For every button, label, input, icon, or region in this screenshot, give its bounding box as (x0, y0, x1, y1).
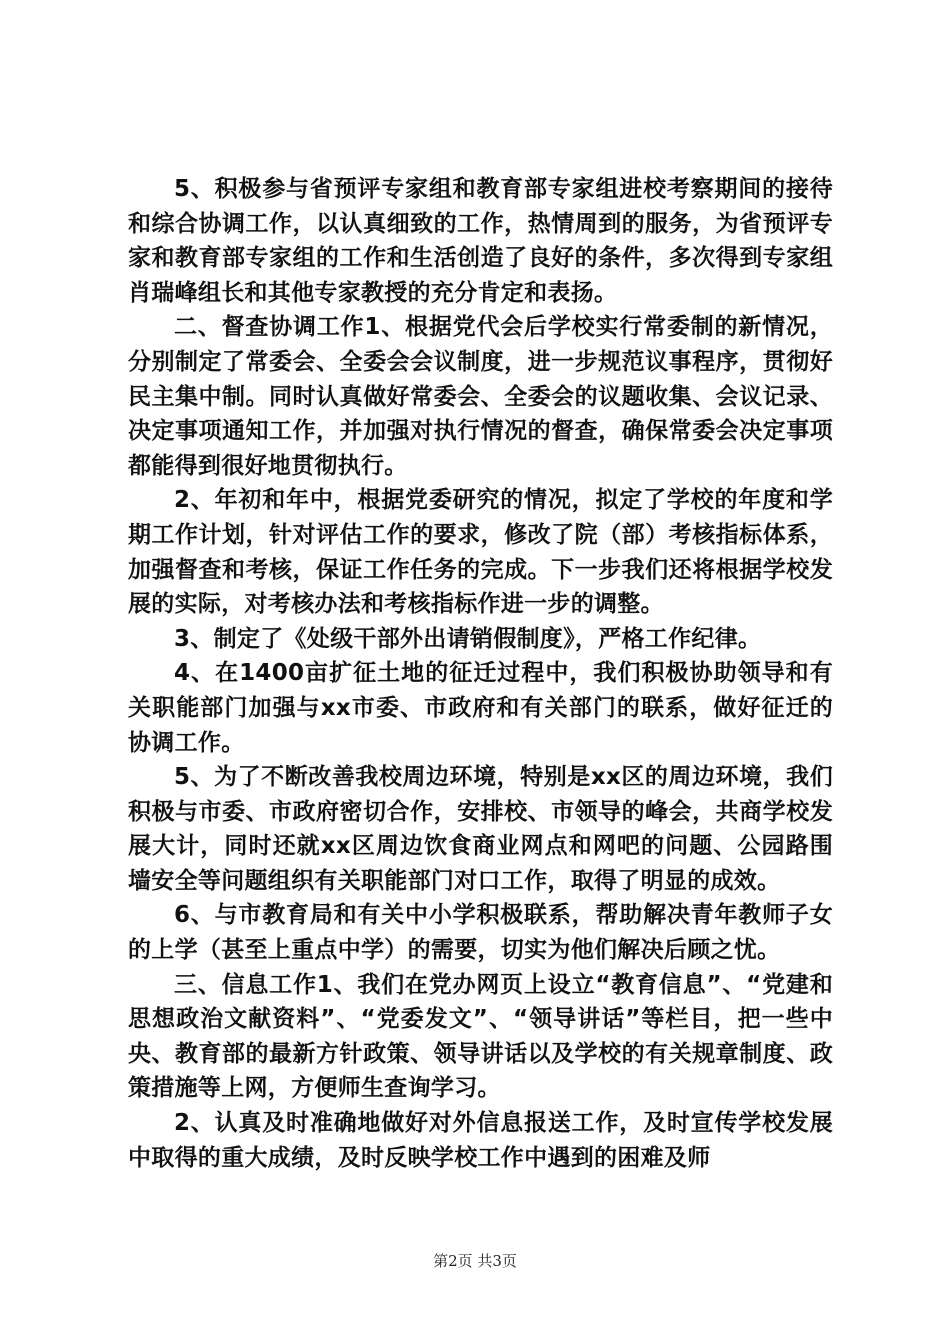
paragraph-1: 5、积极参与省预评专家组和教育部专家组进校考察期间的接待和综合协调工作，以认真细致的工作，热情周到的服务，为省预评专家和教育部专家组的工作和生活创造了良好的条件，多次得到专家组肖瑞峰组长和其他专家教授的充分肯定和表扬。 (128, 176, 833, 306)
paragraph-5: 4、在1400亩扩征土地的征迁过程中，我们积极协助领导和有关职能部门加强与xx市委、市政府和有关部门的联系，做好征迁的协调工作。 (128, 660, 833, 756)
page-footer: 第2页 共3页 (433, 1252, 517, 1270)
document-body (128, 172, 833, 1175)
paragraph-4: 3、制定了《处级干部外出请销假制度》，严格工作纪律。 (174, 625, 762, 652)
paragraph-6: 5、为了不断改善我校周边环境，特别是xx区的周边环境，我们积极与市委、市政府密切合作，安排校、市领导的峰会，共商学校发展大计，同时还就xx区周边饮食商业网点和网吧的问题、公园路围墙安全等问题组织有关职能部门对口工作，取得了明显的成效。 (128, 764, 833, 894)
paragraph-3: 2、年初和年中，根据党委研究的情况，拟定了学校的年度和学期工作计划，针对评估工作的要求，修改了院（部）考核指标体系，加强督查和考核，保证工作任务的完成。下一步我们还将根据学校发展的实际，对考核办法和考核指标作进一步的调整。 (128, 487, 833, 618)
paragraph-8: 三、信息工作1、我们在党办网页上设立“教育信息”、“党建和思想政治文献资料”、“党委发文”、“领导讲话”等栏目，把一些中央、教育部的最新方针政策、领导讲话以及学校的有关规章制度、政策措施等上网，方便师生查询学习。 (128, 971, 833, 1102)
paragraph-9: 2、认真及时准确地做好对外信息报送工作，及时宣传学校发展中取得的重大成绩，及时反映学校工作中遇到的困难及师 (128, 1110, 833, 1171)
paragraph-2: 二、督查协调工作1、根据党代会后学校实行常委制的新情况，分别制定了常委会、全委会会议制度，进一步规范议事程序，贯彻好民主集中制。同时认真做好常委会、全委会的议题收集、会议记录、决定事项通知工作，并加强对执行情况的督查，确保常委会决定事项都能得到很好地贯彻执行。 (128, 314, 833, 479)
paragraph-7: 6、与市教育局和有关中小学积极联系，帮助解决青年教师子女的上学（甚至上重点中学）的需要，切实为他们解决后顾之忧。 (128, 902, 833, 964)
